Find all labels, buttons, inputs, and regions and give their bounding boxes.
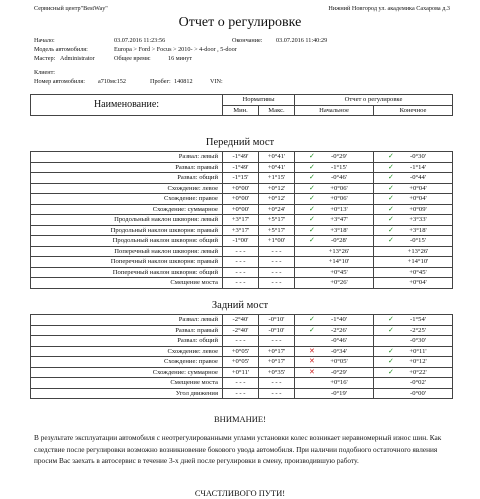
check-icon: ✓ <box>388 346 394 355</box>
initial-value: +14°10' <box>328 258 350 266</box>
norm-min: +0°00' <box>223 194 259 205</box>
initial-value-cell <box>295 267 374 278</box>
final-value: +0°11' <box>409 347 427 355</box>
norm-min: +3°17' <box>223 225 259 236</box>
final-value: +0°45' <box>409 268 427 276</box>
norm-min: - - - <box>223 378 259 389</box>
final-value-cell <box>374 152 453 163</box>
param-name: Смещение моста <box>31 278 223 289</box>
initial-value-cell <box>295 257 374 268</box>
initial-value-cell <box>295 246 374 257</box>
end-value: 03.07.2016 11:40:29 <box>276 37 328 44</box>
header-max: Макс. <box>259 105 295 116</box>
norm-max: -0°10' <box>259 315 295 326</box>
total-time-value: 16 минут <box>168 55 193 62</box>
service-center-name: Сервисный центр"BestWay" <box>34 5 108 12</box>
param-name: Развал: общий <box>31 173 223 184</box>
param-name: Поперечный наклон шкворня: левый <box>31 246 223 257</box>
check-icon: ✓ <box>388 225 394 234</box>
param-name: Развал: правый <box>31 325 223 336</box>
attention-title: ВНИМАНИЕ! <box>214 414 266 424</box>
final-value-cell <box>374 225 453 236</box>
start-label: Начало: <box>34 37 55 44</box>
param-name: Продольный наклон шкворня: правый <box>31 225 223 236</box>
table-row <box>31 346 453 357</box>
end-label: Окончание: <box>232 37 263 44</box>
check-icon: ✓ <box>388 236 394 245</box>
norm-max: - - - <box>259 378 295 389</box>
final-value-cell <box>374 183 453 194</box>
final-value: -0°30' <box>410 337 426 345</box>
norm-min: - - - <box>223 336 259 347</box>
norm-min: -2°40' <box>223 325 259 336</box>
final-value: +0°12' <box>409 358 427 366</box>
check-icon: ✓ <box>309 204 315 213</box>
param-name: Поперечный наклон шкворня: общий <box>31 267 223 278</box>
check-icon: ✓ <box>388 183 394 192</box>
final-value-cell <box>374 325 453 336</box>
final-value-cell <box>374 346 453 357</box>
cross-icon: ✕ <box>309 367 315 376</box>
header-final: Конечное <box>374 105 453 116</box>
norm-max: - - - <box>259 246 295 257</box>
initial-value-cell <box>295 357 374 368</box>
initial-value: -1°15' <box>331 163 347 171</box>
model-value: Europa > Ford > Focus > 2010- > 4-door , 5-door <box>114 46 237 53</box>
initial-value: +0°05' <box>330 358 348 366</box>
initial-value: -0°28' <box>331 237 347 245</box>
final-value-cell <box>374 388 453 399</box>
initial-value: +13°26' <box>328 247 350 255</box>
table-row <box>31 315 453 326</box>
table-row <box>31 257 453 268</box>
final-value: -1°14' <box>410 163 426 171</box>
table-row <box>31 225 453 236</box>
final-value-cell <box>374 336 453 347</box>
vin-label: VIN: <box>210 78 223 85</box>
norm-max: +5°17' <box>259 215 295 226</box>
final-value-cell <box>374 378 453 389</box>
initial-value: -0°46' <box>331 174 347 182</box>
initial-value: -0°19' <box>331 389 347 397</box>
check-icon: ✓ <box>309 215 315 224</box>
final-value: -0°44' <box>410 174 426 182</box>
final-value-cell <box>374 162 453 173</box>
mileage-value: 140812 <box>174 78 193 85</box>
param-name: Схождение: суммарное <box>31 367 223 378</box>
final-value-cell <box>374 173 453 184</box>
table-row <box>31 388 453 399</box>
norm-min: +0°00' <box>223 183 259 194</box>
param-name: Продольный наклон шкворня: общий <box>31 236 223 247</box>
initial-value: +0°06' <box>330 195 348 203</box>
initial-value: +0°13' <box>330 205 348 213</box>
check-icon: ✓ <box>388 152 394 161</box>
final-value-cell <box>374 194 453 205</box>
initial-value: +3°47' <box>330 216 348 224</box>
initial-value-cell <box>295 388 374 399</box>
plate-label: Номер автомобиля: <box>34 78 85 85</box>
check-icon: ✓ <box>309 183 315 192</box>
final-value: +3°18' <box>409 226 427 234</box>
table-row <box>31 183 453 194</box>
client-label: Клиент: <box>34 69 56 76</box>
final-value: +0°04' <box>409 184 427 192</box>
initial-value-cell <box>295 315 374 326</box>
norm-min: -1°00' <box>223 236 259 247</box>
param-name: Угол движения <box>31 388 223 399</box>
norm-max: +0°12' <box>259 183 295 194</box>
start-value: 03.07.2016 11:23:56 <box>114 37 166 44</box>
initial-value-cell <box>295 236 374 247</box>
norm-max: +1°00' <box>259 236 295 247</box>
check-icon: ✓ <box>309 194 315 203</box>
param-name: Схождение: левое <box>31 183 223 194</box>
initial-value-cell <box>295 183 374 194</box>
initial-value: +0°16' <box>330 379 348 387</box>
final-value: +14°10' <box>407 258 429 266</box>
check-icon: ✓ <box>388 204 394 213</box>
final-value: +0°04' <box>409 195 427 203</box>
final-value-cell <box>374 257 453 268</box>
final-value: -2°25' <box>410 326 426 334</box>
initial-value-cell <box>295 152 374 163</box>
final-value-cell <box>374 215 453 226</box>
norm-max: +0°41' <box>259 162 295 173</box>
check-icon: ✓ <box>309 325 315 334</box>
initial-value: -0°29' <box>331 153 347 161</box>
header-min: Мин. <box>223 105 259 116</box>
header-report: Отчет о регулировке <box>295 95 453 106</box>
norm-max: +0°17' <box>259 357 295 368</box>
norm-max: +0°12' <box>259 194 295 205</box>
plate-value: а710мс152 <box>98 78 126 85</box>
initial-value: +0°26' <box>330 279 348 287</box>
total-time-label: Общее время: <box>114 55 151 62</box>
param-name: Схождение: левое <box>31 346 223 357</box>
norm-max: +0°41' <box>259 152 295 163</box>
norm-min: -1°49' <box>223 162 259 173</box>
final-value-cell <box>374 236 453 247</box>
header-norms: Нормативы <box>223 95 295 106</box>
norm-min: - - - <box>223 267 259 278</box>
norm-min: - - - <box>223 246 259 257</box>
initial-value: +0°45' <box>330 268 348 276</box>
initial-value-cell <box>295 378 374 389</box>
norm-max: +5°17' <box>259 225 295 236</box>
table-row <box>31 357 453 368</box>
check-icon: ✓ <box>388 315 394 324</box>
front-axle-table <box>30 151 453 289</box>
final-value-cell <box>374 246 453 257</box>
column-header-table <box>30 94 453 116</box>
initial-value-cell <box>295 325 374 336</box>
check-icon: ✓ <box>309 173 315 182</box>
norm-min: - - - <box>223 388 259 399</box>
table-row <box>31 267 453 278</box>
param-name: Развал: правый <box>31 162 223 173</box>
param-name: Схождение: правое <box>31 194 223 205</box>
check-icon: ✓ <box>309 162 315 171</box>
initial-value-cell <box>295 225 374 236</box>
check-icon: ✓ <box>309 152 315 161</box>
initial-value: +0°06' <box>330 184 348 192</box>
initial-value-cell <box>295 346 374 357</box>
table-row <box>31 173 453 184</box>
final-value-cell <box>374 267 453 278</box>
norm-max: +0°35' <box>259 367 295 378</box>
table-row <box>31 204 453 215</box>
norm-max: - - - <box>259 257 295 268</box>
param-name: Схождение: правое <box>31 357 223 368</box>
initial-value-cell <box>295 194 374 205</box>
initial-value-cell <box>295 336 374 347</box>
norm-min: +3°17' <box>223 215 259 226</box>
norm-max: +0°17' <box>259 346 295 357</box>
model-label: Модель автомобиля: <box>34 46 88 53</box>
final-value: +3°33' <box>409 216 427 224</box>
initial-value: -2°26' <box>331 326 347 334</box>
master-label: Мастер: <box>34 55 56 62</box>
table-row <box>31 367 453 378</box>
front-axle-title: Передний мост <box>205 137 275 148</box>
final-value: +0°04' <box>409 279 427 287</box>
norm-min: +0°00' <box>223 204 259 215</box>
table-row <box>31 236 453 247</box>
final-value: -0°30' <box>410 153 426 161</box>
final-value-cell <box>374 278 453 289</box>
table-row <box>31 378 453 389</box>
table-row <box>31 162 453 173</box>
norm-min: - - - <box>223 278 259 289</box>
table-row <box>31 194 453 205</box>
cross-icon: ✕ <box>309 346 315 355</box>
initial-value-cell <box>295 173 374 184</box>
rear-axle-table <box>30 314 453 399</box>
final-value-cell <box>374 357 453 368</box>
final-value: -0°02' <box>410 379 426 387</box>
initial-value: +3°18' <box>330 226 348 234</box>
initial-value-cell <box>295 278 374 289</box>
norm-max: -0°10' <box>259 325 295 336</box>
final-value: +13°26' <box>407 247 429 255</box>
attention-text: В результате эксплуатации автомобиля с неотрегулированными углами установки колес возникает неравномерный износ шин. Как следствие после регулировки возможно возникновение бокового увода автомобиля. При наличии подобного остаточного явления просим Вас заехать в автосервис в течение 3-х дней после регулировки в смену, производившую работу. <box>34 433 442 465</box>
footer-text: СЧАСТЛИВОГО ПУТИ! <box>194 488 286 498</box>
check-icon: ✓ <box>388 367 394 376</box>
param-name: Развал: левый <box>31 315 223 326</box>
param-name: Развал: общий <box>31 336 223 347</box>
mileage-label: Пробег: <box>150 78 171 85</box>
initial-value: -1°40' <box>331 316 347 324</box>
initial-value: -0°29' <box>331 368 347 376</box>
norm-min: -2°40' <box>223 315 259 326</box>
table-row <box>31 278 453 289</box>
header-initial: Начальное <box>295 105 374 116</box>
norm-max: - - - <box>259 388 295 399</box>
norm-max: - - - <box>259 336 295 347</box>
table-row <box>31 336 453 347</box>
final-value: -0°15' <box>410 237 426 245</box>
final-value: +0°22' <box>409 368 427 376</box>
norm-min: -1°49' <box>223 152 259 163</box>
check-icon: ✓ <box>388 325 394 334</box>
rear-axle-title: Задний мост <box>211 300 269 311</box>
check-icon: ✓ <box>309 236 315 245</box>
final-value: +0°09' <box>409 205 427 213</box>
master-value: Administrator <box>60 55 95 62</box>
param-name: Развал: левый <box>31 152 223 163</box>
norm-max: - - - <box>259 278 295 289</box>
norm-max: +0°24' <box>259 204 295 215</box>
final-value: -1°54' <box>410 316 426 324</box>
check-icon: ✓ <box>388 215 394 224</box>
norm-max: - - - <box>259 267 295 278</box>
initial-value: -0°46' <box>331 337 347 345</box>
check-icon: ✓ <box>388 162 394 171</box>
header-name: Наименование: <box>31 95 223 116</box>
param-name: Схождение: суммарное <box>31 204 223 215</box>
initial-value-cell <box>295 162 374 173</box>
page-title: Отчет о регулировке <box>178 15 302 30</box>
check-icon: ✓ <box>388 173 394 182</box>
check-icon: ✓ <box>309 225 315 234</box>
norm-max: +1°15' <box>259 173 295 184</box>
param-name: Поперечный наклон шкворня: правый <box>31 257 223 268</box>
final-value-cell <box>374 204 453 215</box>
cross-icon: ✕ <box>309 357 315 366</box>
norm-min: -1°15' <box>223 173 259 184</box>
table-row <box>31 215 453 226</box>
norm-min: - - - <box>223 257 259 268</box>
check-icon: ✓ <box>309 315 315 324</box>
initial-value-cell <box>295 215 374 226</box>
check-icon: ✓ <box>388 194 394 203</box>
table-row <box>31 325 453 336</box>
final-value-cell <box>374 367 453 378</box>
initial-value-cell <box>295 204 374 215</box>
check-icon: ✓ <box>388 357 394 366</box>
norm-min: +0°11' <box>223 367 259 378</box>
final-value: -0°00' <box>410 389 426 397</box>
final-value-cell <box>374 315 453 326</box>
table-row <box>31 152 453 163</box>
norm-min: +0°05' <box>223 357 259 368</box>
service-center-address: Нижний Новгород ул. академика Сахарова д.3 <box>328 5 450 12</box>
param-name: Продольный наклон шкворня: левый <box>31 215 223 226</box>
norm-min: +0°05' <box>223 346 259 357</box>
initial-value: -0°34' <box>331 347 347 355</box>
param-name: Смещение моста <box>31 378 223 389</box>
initial-value-cell <box>295 367 374 378</box>
table-row <box>31 246 453 257</box>
